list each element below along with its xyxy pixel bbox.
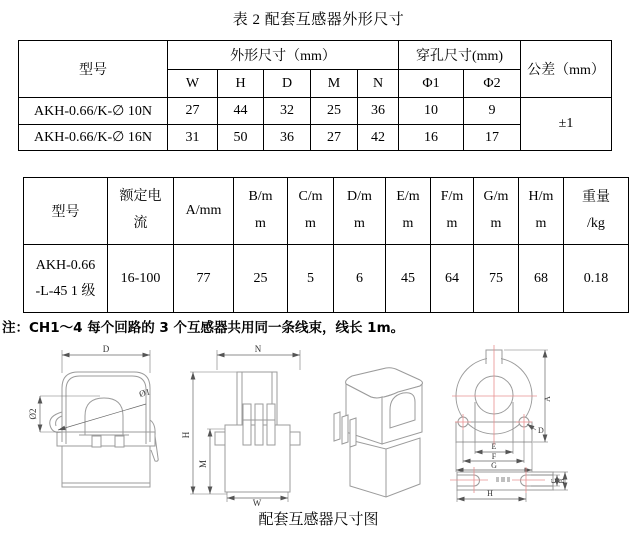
value-cell: 25 xyxy=(311,98,358,125)
subheader-w: W xyxy=(168,70,218,98)
header-dim-g: G/mm xyxy=(474,178,519,245)
outline-dimensions-table xyxy=(18,40,612,151)
value-cell: 17 xyxy=(464,125,521,151)
hole-face-view-drawing xyxy=(452,345,552,472)
subheader-d: D xyxy=(264,70,311,98)
terminal-pin xyxy=(243,404,251,445)
front-base xyxy=(62,446,150,487)
model-cell: AKH-0.66/K-∅ 10N xyxy=(19,98,168,125)
tiny-label-mark xyxy=(507,477,510,482)
value-cell: 75 xyxy=(474,245,519,313)
value-cell: 64 xyxy=(431,245,474,313)
value-cell: 36 xyxy=(264,125,311,151)
value-cell: 77 xyxy=(174,245,234,313)
header-model: 型号 xyxy=(24,178,108,245)
table-row xyxy=(24,245,629,313)
side-view-drawing xyxy=(181,344,300,508)
terminal-pin xyxy=(267,404,275,445)
header-rated-current: 额定电流 xyxy=(108,178,174,245)
dim-label-c: C xyxy=(550,478,558,484)
header-dim-c: C/mm xyxy=(288,178,334,245)
plate-view-drawing xyxy=(450,467,568,502)
page-title: 表 2 配套互感器外形尺寸 xyxy=(232,12,405,28)
tolerance-value-cell: ±1 xyxy=(521,98,612,151)
dim-label-d: D xyxy=(102,344,110,354)
value-cell: 27 xyxy=(168,98,218,125)
value-cell: 32 xyxy=(264,98,311,125)
transformer-drawings xyxy=(0,340,637,508)
dim-label-m: M xyxy=(198,459,208,469)
header-dim-h: H/mm xyxy=(519,178,564,245)
terminal-pin xyxy=(255,404,263,445)
value-cell: 50 xyxy=(218,125,264,151)
wiring-note: 注：CH1～4 每个回路的 3 个互感器共用同一条线束，线长 1m。 xyxy=(2,320,405,336)
tiny-label-mark xyxy=(496,477,499,482)
dim-label-w: W xyxy=(252,498,262,508)
header-dim-a: A/mm xyxy=(174,178,234,245)
value-cell: 27 xyxy=(311,125,358,151)
dim-label-f: F xyxy=(491,452,497,461)
header-outline-dims: 外形尺寸（mm） xyxy=(168,41,399,70)
dim-label-b: B xyxy=(558,478,566,484)
dim-label-n: N xyxy=(254,344,262,354)
header-dim-f: F/mm xyxy=(431,178,474,245)
model-cell: AKH-0.66/K-∅ 16N xyxy=(19,125,168,151)
dim-label-a: A xyxy=(543,396,552,402)
value-cell: 31 xyxy=(168,125,218,151)
header-hole-dims: 穿孔尺寸(mm) xyxy=(399,41,521,70)
subheader-phi2: Φ2 xyxy=(464,70,521,98)
isometric-view-drawing xyxy=(334,368,423,497)
weight-cell: 0.18 xyxy=(564,245,629,313)
iso-base xyxy=(350,438,420,497)
figure-caption: 配套互感器尺寸图 xyxy=(258,512,379,528)
subheader-h: H xyxy=(218,70,264,98)
dim-label-h: H xyxy=(181,431,191,439)
value-cell: 5 xyxy=(288,245,334,313)
front-right-latch xyxy=(150,420,158,461)
header-dim-d: D/mm xyxy=(334,178,386,245)
value-cell: 45 xyxy=(386,245,431,313)
subheader-phi1: Φ1 xyxy=(399,70,464,98)
header-weight: 重量 /kg xyxy=(564,178,629,245)
dim-label-phi2: Ø2 xyxy=(28,408,38,420)
value-cell: 9 xyxy=(464,98,521,125)
value-cell: 16 xyxy=(399,125,464,151)
value-cell: 68 xyxy=(519,245,564,313)
subheader-m: M xyxy=(311,70,358,98)
value-cell: 42 xyxy=(358,125,399,151)
value-cell: 36 xyxy=(358,98,399,125)
front-view-drawing xyxy=(28,344,158,487)
table-row xyxy=(19,98,612,125)
dim-label-hole-d: D xyxy=(538,426,544,435)
value-cell: 44 xyxy=(218,98,264,125)
header-tolerance: 公差（mm） xyxy=(521,41,612,98)
model-cell: AKH-0.66 -L-45 1 级 xyxy=(24,245,108,313)
value-cell: 6 xyxy=(334,245,386,313)
tiny-label-mark xyxy=(501,477,505,482)
header-dim-e: E/mm xyxy=(386,178,431,245)
dim-label-phi1: Ø1 xyxy=(138,386,152,399)
current-cell: 16-100 xyxy=(108,245,174,313)
header-dim-b: B/mm xyxy=(234,178,288,245)
detail-dimensions-table xyxy=(23,177,629,313)
subheader-n: N xyxy=(358,70,399,98)
header-model: 型号 xyxy=(19,41,168,98)
dim-label-plate-h: H xyxy=(487,489,493,498)
value-cell: 10 xyxy=(399,98,464,125)
dim-label-e: E xyxy=(491,442,497,451)
dim-label-g: G xyxy=(491,461,497,470)
value-cell: 25 xyxy=(234,245,288,313)
